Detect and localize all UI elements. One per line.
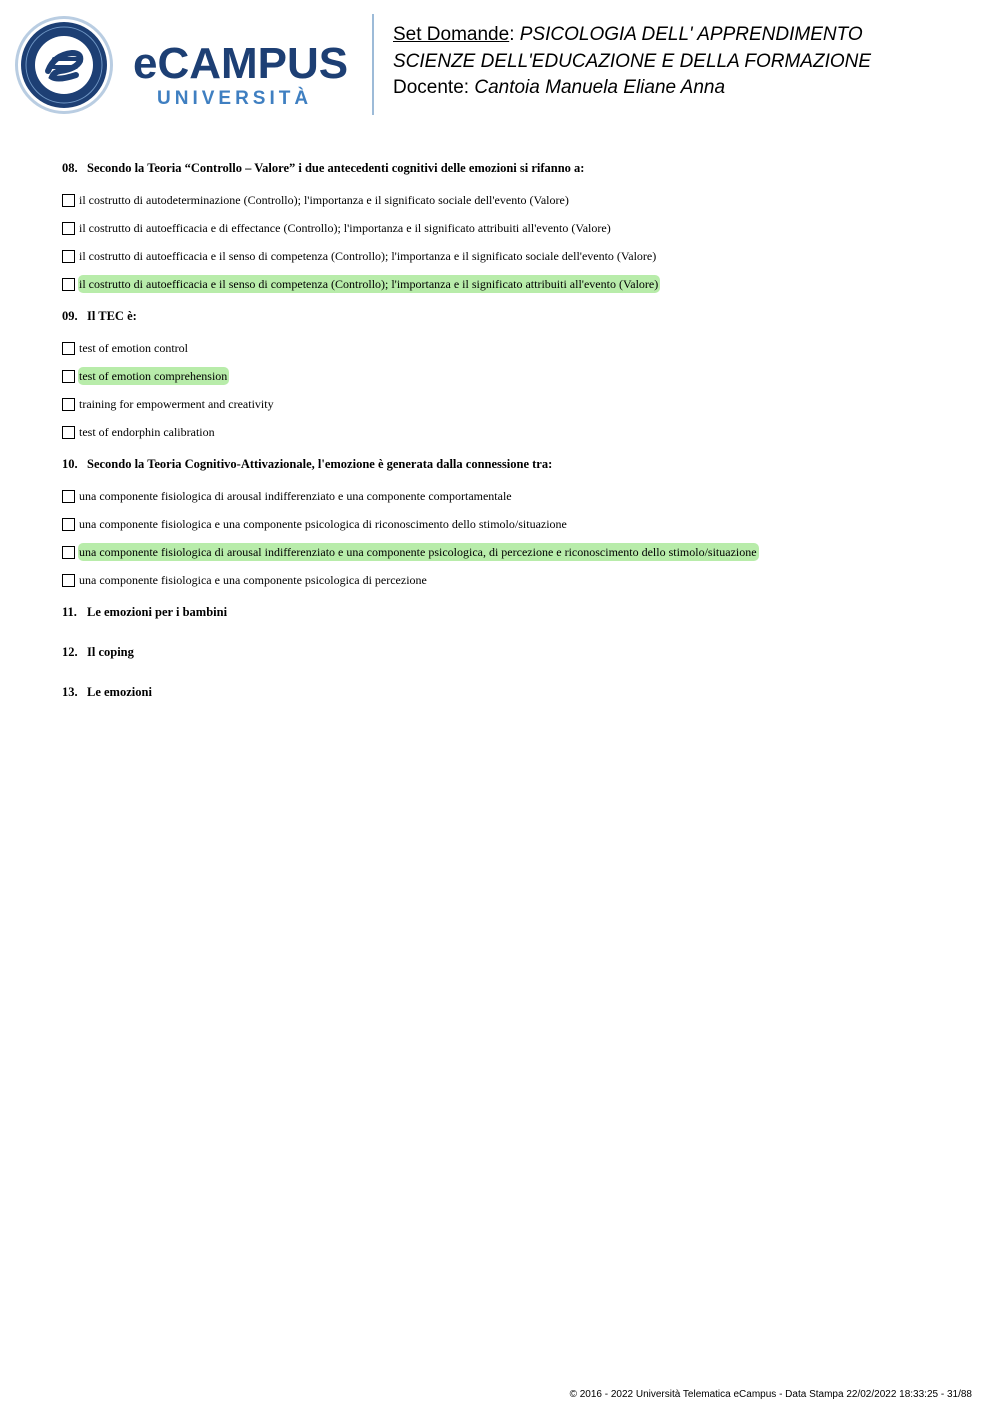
question-title bbox=[62, 644, 962, 664]
question-text: Le emozioni bbox=[87, 685, 152, 699]
page-footer: © 2016 - 2022 Università Telematica eCampus - Data Stampa 22/02/2022 18:33:25 - 31/88 bbox=[569, 1389, 972, 1400]
question-number: 08. bbox=[62, 161, 78, 175]
option-item[interactable] bbox=[62, 418, 962, 446]
option-checkbox[interactable] bbox=[62, 546, 75, 559]
question-title bbox=[62, 308, 962, 328]
question-title bbox=[62, 684, 962, 704]
question-12 bbox=[62, 644, 962, 664]
option-text: una componente fisiologica di arousal indifferenziato e una componente comportamentale bbox=[79, 489, 512, 503]
option-text: test of emotion control bbox=[79, 341, 188, 355]
header-divider bbox=[372, 14, 374, 115]
option-item[interactable] bbox=[62, 510, 962, 538]
question-title bbox=[62, 604, 962, 624]
option-item[interactable] bbox=[62, 334, 962, 362]
option-checkbox[interactable] bbox=[62, 426, 75, 439]
question-11 bbox=[62, 604, 962, 624]
option-checkbox[interactable] bbox=[62, 222, 75, 235]
header-line-teacher bbox=[393, 75, 871, 102]
option-text: una componente fisiologica e una componente psicologica di riconoscimento dello stimolo/situazione bbox=[79, 517, 567, 531]
question-08 bbox=[62, 160, 962, 298]
option-item-correct[interactable] bbox=[62, 270, 962, 298]
option-text: il costrutto di autoefficacia e il senso di competenza (Controllo); l'importanza e il significato sociale dell'evento (Valore) bbox=[79, 249, 657, 263]
correct-answer-highlight: una componente fisiologica di arousal indifferenziato e una componente psicologica, di percezione e riconoscimento dello stimolo/situazione bbox=[79, 545, 757, 559]
option-list bbox=[62, 186, 962, 298]
logo-brand-text: eCAMPUS bbox=[133, 39, 349, 88]
option-checkbox[interactable] bbox=[62, 370, 75, 383]
question-number: 10. bbox=[62, 457, 78, 471]
header-line-set bbox=[393, 22, 871, 49]
option-checkbox[interactable] bbox=[62, 398, 75, 411]
option-checkbox[interactable] bbox=[62, 574, 75, 587]
option-item[interactable] bbox=[62, 482, 962, 510]
option-checkbox[interactable] bbox=[62, 490, 75, 503]
question-text: Il TEC è: bbox=[87, 309, 137, 323]
page-header bbox=[0, 0, 1000, 130]
option-text: training for empowerment and creativity bbox=[79, 397, 274, 411]
faculty-title: SCIENZE DELL'EDUCAZIONE E DELLA FORMAZIONE bbox=[393, 50, 872, 72]
question-text: Secondo la Teoria Cognitivo-Attivazionale, l'emozione è generata dalla connessione tra: bbox=[87, 457, 553, 471]
question-10 bbox=[62, 456, 962, 594]
option-text: test of endorphin calibration bbox=[79, 425, 215, 439]
question-13 bbox=[62, 684, 962, 704]
question-list bbox=[62, 160, 962, 724]
option-checkbox[interactable] bbox=[62, 250, 75, 263]
option-item[interactable] bbox=[62, 390, 962, 418]
question-text: Le emozioni per i bambini bbox=[87, 605, 228, 619]
option-item-correct[interactable] bbox=[62, 362, 962, 390]
question-title bbox=[62, 160, 962, 180]
option-list bbox=[62, 334, 962, 446]
option-item[interactable] bbox=[62, 186, 962, 214]
option-text: il costrutto di autodeterminazione (Controllo); l'importanza e il significato sociale dell'evento (Valore) bbox=[79, 193, 569, 207]
teacher-colon: : bbox=[463, 77, 475, 98]
option-checkbox[interactable] bbox=[62, 278, 75, 291]
correct-answer-highlight: il costrutto di autoefficacia e il senso di competenza (Controllo); l'importanza e il significato attribuiti all'evento (Valore) bbox=[79, 277, 659, 291]
teacher-label: Docente bbox=[393, 77, 464, 98]
option-item-correct[interactable] bbox=[62, 538, 962, 566]
teacher-name: Cantoia Manuela Eliane Anna bbox=[474, 77, 726, 98]
option-item[interactable] bbox=[62, 242, 962, 270]
question-number: 12. bbox=[62, 645, 78, 659]
set-colon: : bbox=[509, 24, 520, 45]
option-checkbox[interactable] bbox=[62, 194, 75, 207]
option-checkbox[interactable] bbox=[62, 518, 75, 531]
question-number: 09. bbox=[62, 309, 78, 323]
question-title bbox=[62, 456, 962, 476]
question-number: 13. bbox=[62, 685, 78, 699]
course-title: PSICOLOGIA DELL' APPRENDIMENTO bbox=[519, 24, 863, 45]
option-item[interactable] bbox=[62, 566, 962, 594]
question-text: Secondo la Teoria “Controllo – Valore” i due antecedenti cognitivi delle emozioni si rifanno a: bbox=[87, 161, 585, 175]
question-text: Il coping bbox=[87, 645, 134, 659]
option-item[interactable] bbox=[62, 214, 962, 242]
ecampus-wordmark-logo bbox=[133, 40, 355, 112]
option-checkbox[interactable] bbox=[62, 342, 75, 355]
header-info bbox=[393, 22, 871, 102]
option-list bbox=[62, 482, 962, 594]
question-number: 11. bbox=[62, 605, 77, 619]
question-09 bbox=[62, 308, 962, 446]
set-label: Set Domande bbox=[393, 24, 510, 45]
option-text: una componente fisiologica e una componente psicologica di percezione bbox=[79, 573, 427, 587]
ecampus-seal-logo bbox=[14, 15, 114, 115]
correct-answer-highlight: test of emotion comprehension bbox=[79, 369, 228, 383]
logo-sub-text: UNIVERSITÀ bbox=[157, 88, 313, 109]
option-text: il costrutto di autoefficacia e di effectance (Controllo); l'importanza e il significato attribuiti all'evento (Valore) bbox=[79, 221, 611, 235]
